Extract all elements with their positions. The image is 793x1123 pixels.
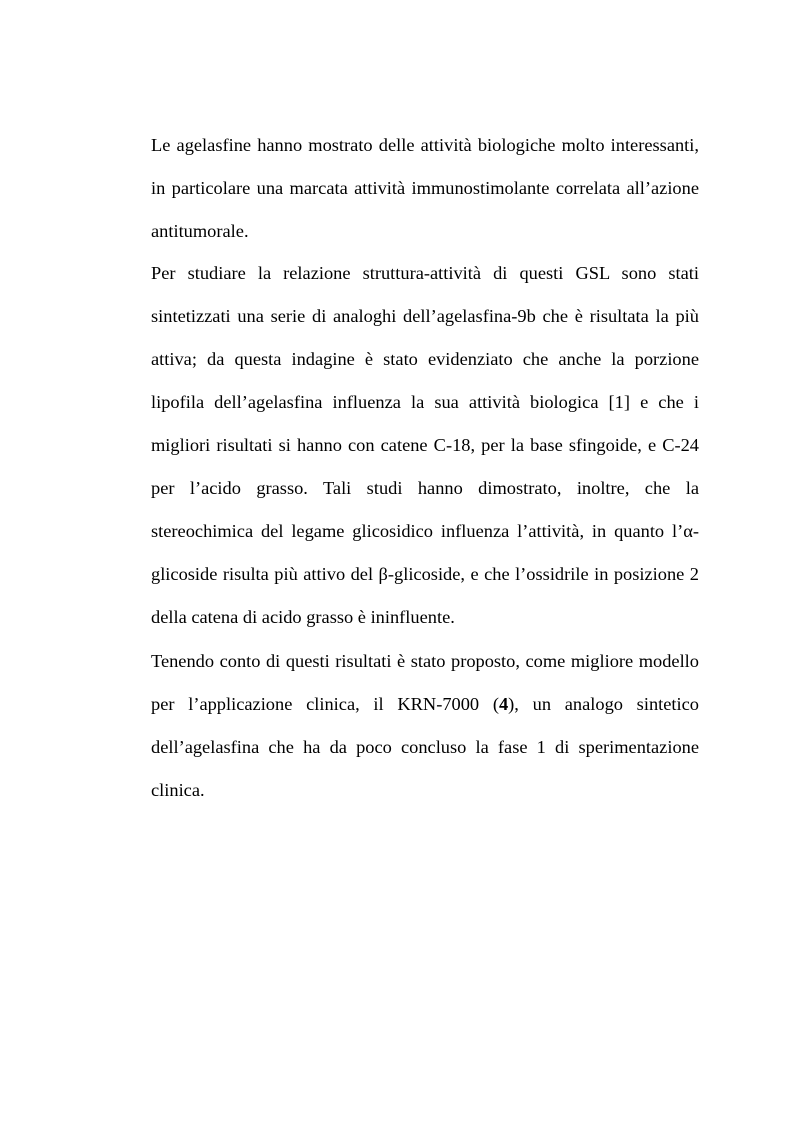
paragraph-3-line-3: dell’agelasfina che ha da poco concluso la fase 1 di sperimentazione — [151, 737, 699, 757]
paragraph-1-line-1: Le agelasfine hanno mostrato delle attività biologiche molto interessanti, — [151, 135, 699, 155]
paragraph-2-line-2: sintetizzati una serie di analoghi dell’agelasfina-9b che è risultata la più — [151, 306, 699, 326]
paragraph-1-line-3: antitumorale. — [151, 221, 249, 241]
paragraph-1-line-2: in particolare una marcata attività immunostimolante correlata all’azione — [151, 178, 699, 198]
paragraph-3-line-1: Tenendo conto di questi risultati è stato proposto, come migliore modello — [151, 651, 699, 671]
paragraph-3-line-4: clinica. — [151, 780, 205, 800]
paragraph-2-line-9: della catena di acido grasso è ininfluente. — [151, 607, 455, 627]
paragraph-2-line-8: glicoside risulta più attivo del β-glicoside, e che l’ossidrile in posizione 2 — [151, 564, 699, 584]
compound-line-before: per l’applicazione clinica, il KRN-7000 ( — [151, 694, 499, 714]
paragraph-2-line-5: migliori risultati si hanno con catene C-18, per la base sfingoide, e C-24 — [151, 435, 699, 455]
paragraph-2-line-3: attiva; da questa indagine è stato evidenziato che anche la porzione — [151, 349, 699, 369]
paragraph-2-line-6: per l’acido grasso. Tali studi hanno dimostrato, inoltre, che la — [151, 478, 699, 498]
paragraph-2-line-1: Per studiare la relazione struttura-attività di questi GSL sono stati — [151, 263, 699, 283]
compound-line-after: ), un analogo sintetico — [508, 694, 699, 714]
paragraph-2-line-4: lipofila dell’agelasfina influenza la sua attività biologica [1] e che i — [151, 392, 699, 412]
paragraph-3-line-2 — [151, 693, 699, 715]
paragraph-2-line-7: stereochimica del legame glicosidico influenza l’attività, in quanto l’α- — [151, 521, 699, 541]
compound-number: 4 — [498, 694, 509, 714]
